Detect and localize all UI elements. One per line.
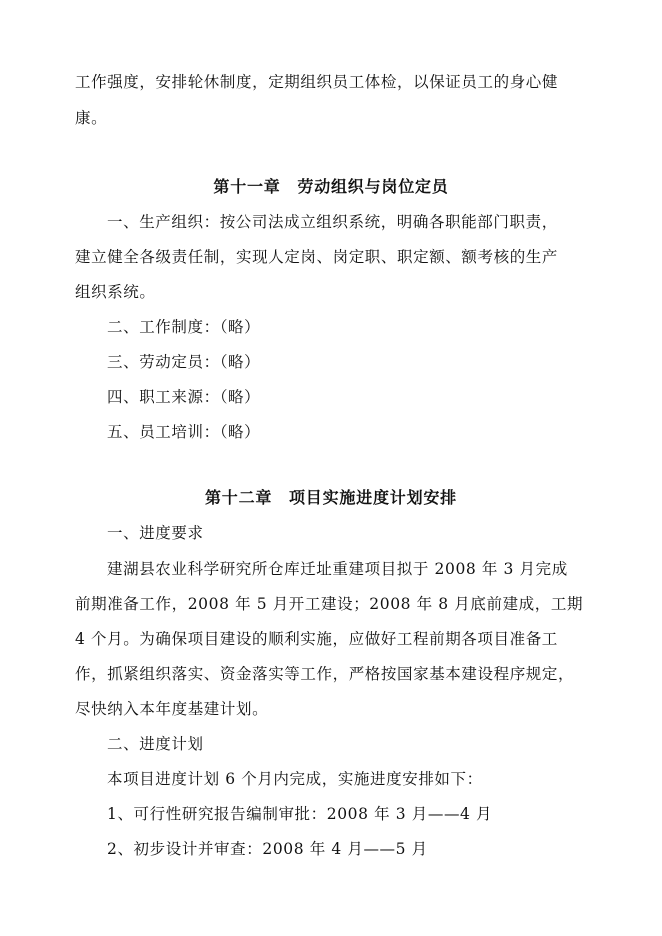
list-item: 五、员工培训：（略） — [107, 423, 261, 441]
paragraph-line: 作，抓紧组织落实、资金落实等工作，严格按国家基本建设程序规定， — [75, 665, 575, 683]
paragraph-line: 康。 — [75, 109, 108, 127]
list-item: 四、职工来源：（略） — [107, 388, 261, 406]
paragraph-line: 前期准备工作，2008 年 5 月开工建设；2008 年 8 月底前建成，工期 — [75, 595, 584, 613]
paragraph-line: 建湖县农业科学研究所仓库迁址重建项目拟于 2008 年 3 月完成 — [107, 560, 568, 578]
paragraph-line: 工作强度，安排轮休制度，定期组织员工体检，以保证员工的身心健 — [75, 73, 559, 91]
paragraph-line: 4 个月。为确保项目建设的顺利实施，应做好工程前期各项目准备工 — [75, 630, 558, 648]
paragraph-line: 本项目进度计划 6 个月内完成，实施进度安排如下： — [107, 770, 483, 788]
list-item: 1、可行性研究报告编制审批：2008 年 3 月——4 月 — [107, 805, 493, 823]
list-item: 三、劳动定员：（略） — [107, 353, 261, 371]
list-item: 2、初步设计并审查：2008 年 4 月——5 月 — [107, 840, 428, 858]
list-item: 二、工作制度：（略） — [107, 318, 261, 336]
paragraph-line: 组织系统。 — [75, 283, 156, 301]
paragraph-line: 建立健全各级责任制，实现人定岗、岗定职、职定额、额考核的生产 — [75, 248, 559, 266]
chapter-11-title: 第十一章 劳动组织与岗位定员 — [213, 177, 449, 196]
section-heading: 一、进度要求 — [107, 524, 204, 542]
paragraph-line: 尽快纳入本年度基建计划。 — [75, 700, 269, 718]
paragraph-line: 一、生产组织：按公司法成立组织系统，明确各职能部门职责， — [107, 213, 558, 231]
section-heading: 二、进度计划 — [107, 735, 204, 753]
chapter-12-title: 第十二章 项目实施进度计划安排 — [204, 488, 457, 507]
